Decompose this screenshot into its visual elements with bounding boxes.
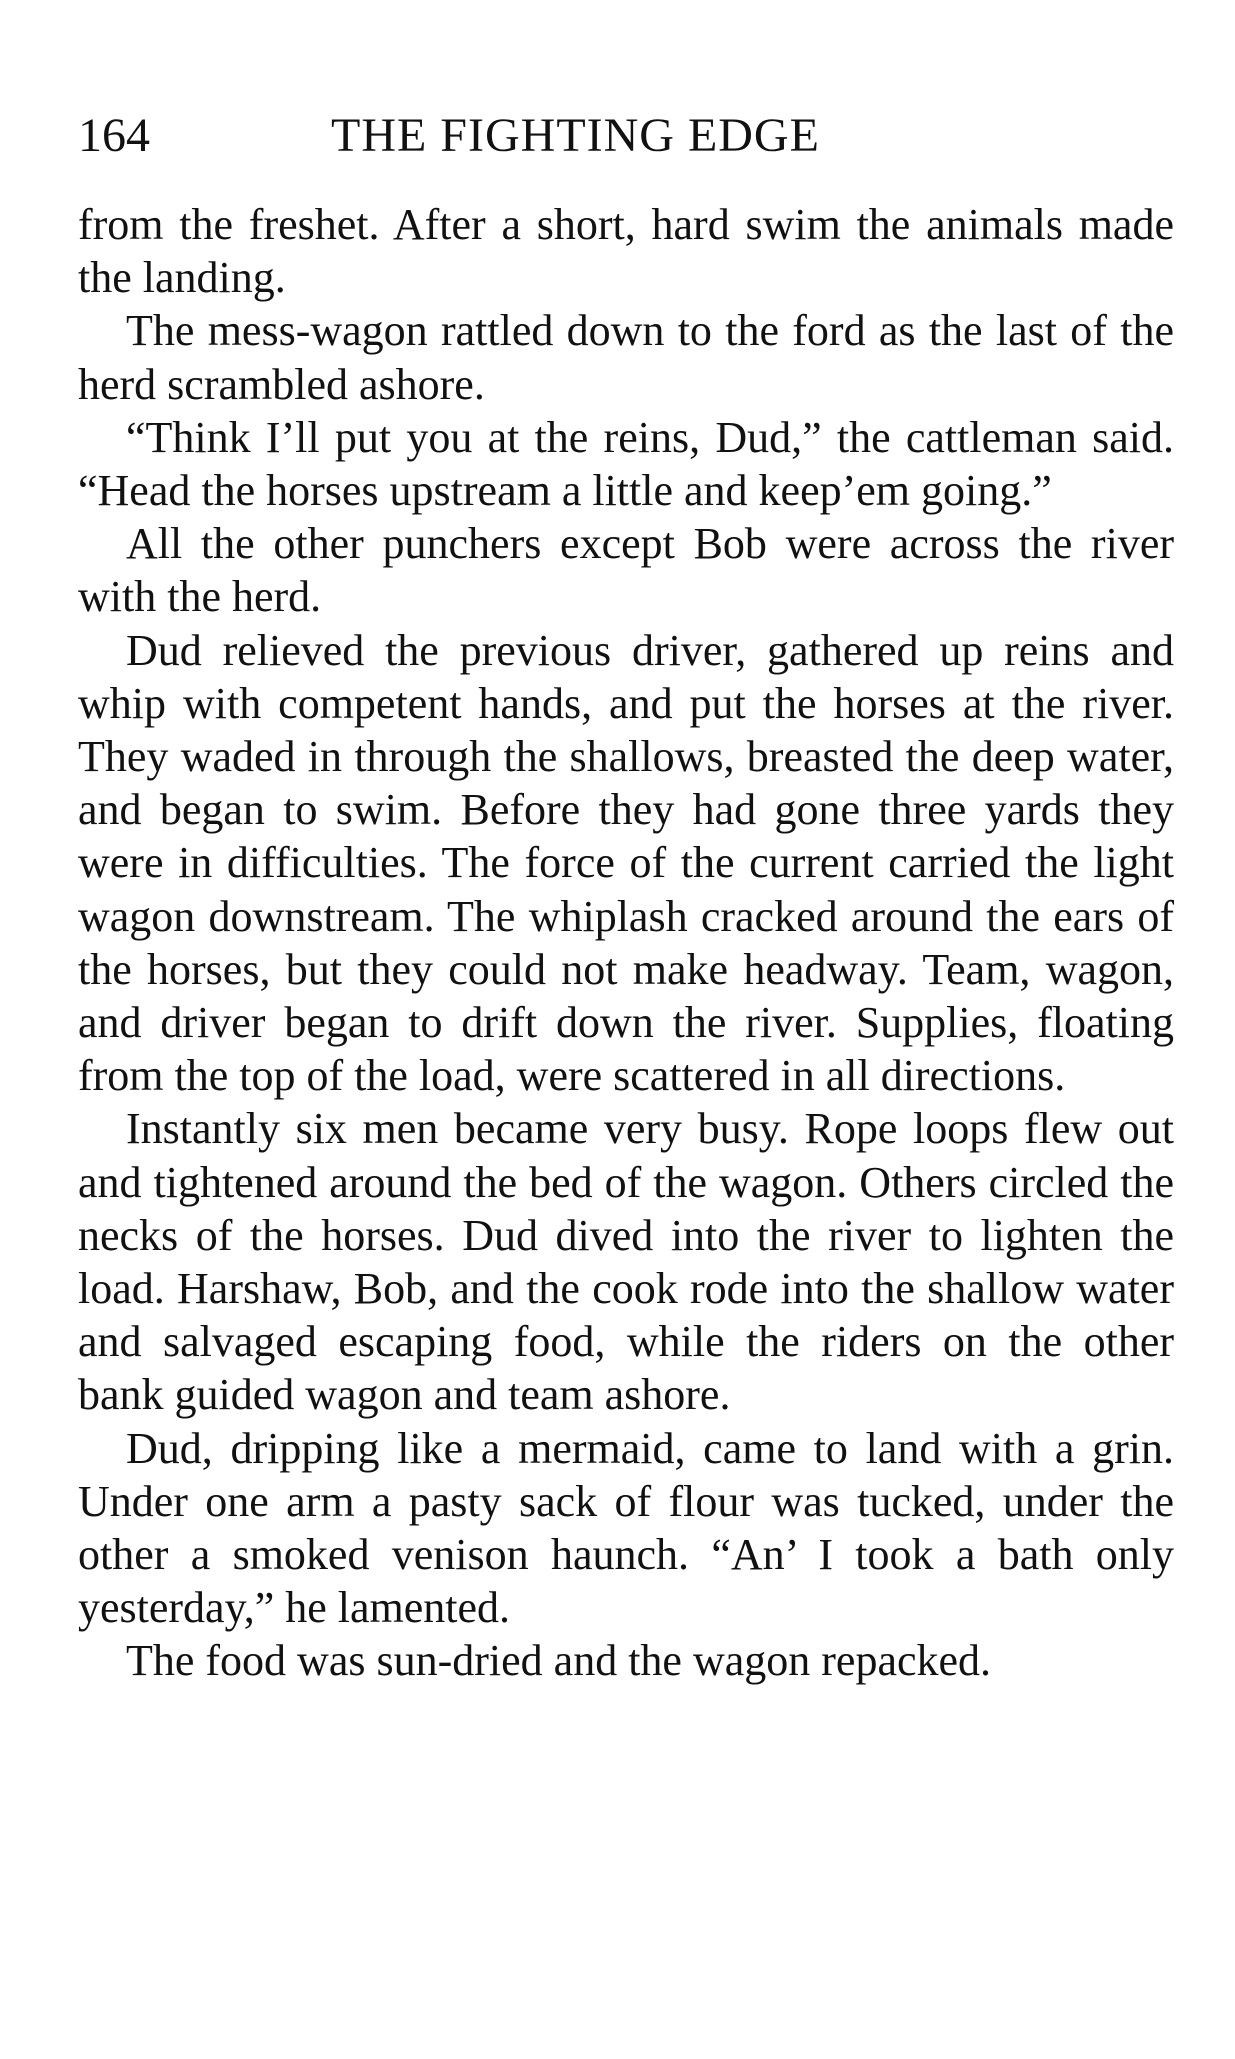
paragraph-2: The mess-wagon rattled down to the ford as the last of the herd scrambled ashore. (78, 306, 1174, 409)
paragraph-5: Dud relieved the previous driver, gathered up reins and whip with competent hands, and put the horses at the river. They waded in through the shallows, breasted the deep water, and began to swim. Before they had gone three yards they were in difficulties. The force of the current carried the light wagon downstream. The whiplash cracked around the ears of the horses, but they could not make headway. Team, wagon, and driver began to drift down the river. Supplies, floating from the top of the load, were scattered in all directions. (78, 625, 1174, 1101)
page-header (78, 108, 1178, 164)
paragraph-3: “Think I’ll put you at the reins, Dud,” the cattleman said. “Head the horses upstream a little and keep’em going.” (78, 412, 1174, 516)
running-title: THE FIGHTING EDGE (331, 109, 820, 162)
body-text (78, 198, 1174, 1688)
paragraph-8: The food was sun-dried and the wagon repacked. (126, 1636, 992, 1686)
paragraph-7: Dud, dripping like a mermaid, came to land with a grin. Under one arm a pasty sack of flour was tucked, under the other a smoked venison haunch. “An’ I took a bath only yesterday,” he lamented. (78, 1423, 1174, 1633)
paragraph-4: All the other punchers except Bob were across the river with the herd. (78, 519, 1174, 622)
paragraph-6: Instantly six men became very busy. Rope loops flew out and tightened around the bed of the wagon. Others circled the necks of the horses. Dud dived into the river to lighten the load. Harshaw, Bob, and the cook rode into the shallow water and salvaged escaping food, while the riders on the other bank guided wagon and team ashore. (78, 1104, 1174, 1420)
page-number: 164 (78, 109, 150, 162)
paragraph-1: from the freshet. After a short, hard swim the animals made the landing. (78, 200, 1174, 303)
